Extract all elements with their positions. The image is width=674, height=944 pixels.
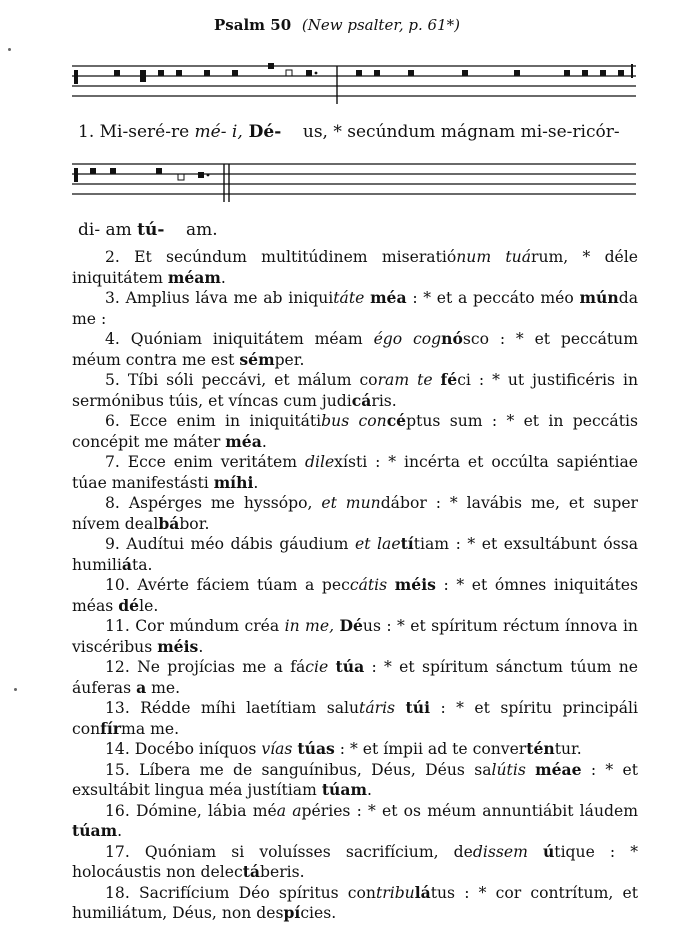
verse-segment: 16. Dómine, lábia mé [105,801,277,820]
verse-segment: bus con [321,412,387,430]
verse-segment: num tuá [456,248,531,266]
verse-segment: rum, * déle iniquitátem [72,248,638,287]
verse-segment: méae [535,759,582,779]
verse-segment: ris. [371,391,397,410]
chant-lyric-line-1 [78,122,620,142]
verse-segment: cátis [349,576,388,594]
verse-segment: 6. Ecce enim in iniquitáti [105,412,322,430]
do-clef-icon [74,70,78,84]
verse-16 [72,801,638,842]
lyric-segment: Mi-seré-re [94,122,195,142]
verse-segment: a [136,677,147,697]
verse-segment: péries : * et os méum annuntiábit láudem [301,801,638,820]
verse-segment: lútis [491,760,526,779]
verse-segment: 14. Docébo iníquos [105,740,262,758]
verse-segment: 5. Tíbi sóli peccávi, et málum co [105,371,378,389]
verse-segment: ptus sum : * et in peccátis concépit me máter [72,412,638,451]
verse-segment: cá [351,390,372,410]
verse-segment: ta. [131,555,153,574]
verse-segment: 12. Ne projícias me a fá [105,658,306,676]
scan-speck [14,688,17,691]
lyric-segment: am. [164,220,218,240]
verse-segment: cie [305,658,329,676]
verse-14 [72,739,638,760]
verse-segment: tén [526,739,555,758]
verse-8 [72,493,638,534]
lyric-segment: tú- [137,220,165,240]
verse-segment: dábor : * lavábis me, et super nívem deal [72,494,639,533]
verse-segment [433,371,441,389]
verse-segment: ú [542,841,555,861]
verse-segment: : * et ímpii ad te conver [334,740,527,758]
verse-segment: Dé [339,616,363,635]
verse-4 [72,329,638,370]
verse-segment: méis [394,575,436,594]
verse-17 [72,842,638,883]
verse-segment: méa [370,288,407,307]
verse-segment: 11. Cor múndum créa [105,617,285,635]
chant-lyric-line-2 [78,220,218,240]
verse-10 [72,575,638,616]
verse-2 [72,247,638,288]
lyric-segment: di- am [78,220,138,240]
verse-segment: sco : * et peccátum méum contra me est [72,330,638,369]
chant-staff-1 [72,60,636,100]
verse-segment: pí [283,903,301,922]
verse-segment: 7. Ecce enim veritátem [105,453,305,471]
verse-segment: : * et exsultábit lingua méa justítiam [72,760,638,799]
lyric-segment: mé- i, [194,122,243,142]
verse-7 [72,452,638,493]
verse-segment: : * et a peccáto méo [406,289,580,307]
psalm-verses [72,247,638,924]
verse-segment: égo cog [373,330,442,348]
verse-segment: tí [400,534,414,553]
verse-segment: túam [72,821,118,840]
verse-segment [395,699,405,717]
verse-segment: . [261,432,267,451]
verse-segment: da me : [72,289,638,328]
verse-segment: . [220,268,226,287]
verse-segment: túi [405,698,430,717]
verse-segment: nó [441,329,463,348]
verse-segment: 18. Sacrifícium Déo spíritus con [105,883,376,902]
verse-segment: xísti : * incérta et occúlta sapiéntiae túae manifestásti [72,453,639,492]
page-header [0,16,674,34]
verse-12 [72,657,638,698]
verse-segment: lá [414,882,431,902]
verse-13 [72,698,638,739]
verse-segment: 2. Et secúndum multitúdinem miseratió [105,248,457,266]
verse-segment: cé [386,411,407,430]
verse-segment: et lae [355,535,401,553]
staff-1-notation [72,60,636,104]
verse-segment: 13. Rédde míhi laetítiam salu [105,699,360,717]
verse-segment: túa [335,657,365,676]
verse-segment: túas [297,739,335,758]
do-clef-icon [74,168,78,182]
verse-segment: bá [158,513,180,533]
verse-segment [328,658,335,676]
verse-segment: táte [333,289,365,307]
verse-segment [528,843,543,861]
verse-segment: bor. [179,514,210,533]
verse-segment: . [253,473,259,492]
verse-segment: tá [242,862,260,881]
verse-3 [72,288,638,329]
verse-number: 1. [78,122,95,142]
verse-segment: 8. Aspérges me hyssópo, [105,494,322,512]
staff-2-notation [72,158,636,202]
verse-segment: méis [157,636,199,656]
verse-segment: . [117,822,123,840]
verse-segment: us : * et spíritum réctum ínnova in viscéribus [72,617,638,656]
psalter-reference: (New psalter, p. 61*) [301,16,460,34]
verse-segment: : * et spíritu principáli con [72,699,639,738]
verse-segment: méa [225,431,262,451]
verse-segment: mún [579,288,619,307]
verse-segment: 3. Amplius láva me ab iniqui [105,289,334,307]
verse-segment: dile [304,453,335,471]
verse-18 [72,883,638,924]
verse-11 [72,616,638,657]
verse-segment: in me, [284,617,335,635]
verse-segment: tribu [375,883,415,902]
verse-segment: et mun [321,494,381,512]
verse-segment [387,576,395,594]
verse-segment: le. [139,596,159,615]
verse-segment: a a [276,801,302,820]
verse-9 [72,534,638,575]
verse-segment: dé [118,595,140,615]
verse-segment: cies. [300,904,337,922]
verse-segment: dissem [472,842,528,861]
verse-segment: míhi [213,472,254,492]
verse-segment: sém [239,349,275,369]
lyric-segment: Dé- [242,122,282,142]
verse-5 [72,370,638,411]
verse-segment: tur. [554,740,582,758]
verse-segment: beris. [260,863,305,881]
verse-segment: 15. Líbera me de sanguínibus, Déus, Déus sa [105,760,492,779]
verse-segment: 9. Audítui méo dábis gáudium [105,535,355,553]
verse-segment: 17. Quóniam si voluísses sacrifícium, de [105,842,473,861]
verse-segment: ci : * ut justificéris in sermónibus túis, et víncas cum judi [72,371,639,410]
scan-speck [8,48,11,51]
verse-segment: tus : * cor contrítum, et humiliátum, Déus, non des [72,883,638,922]
verse-segment: táris [359,699,396,717]
verse-6 [72,411,638,452]
verse-segment: méam [167,267,221,287]
verse-segment: fír [100,718,122,738]
chant-staff-2 [72,158,636,198]
verse-segment: : * et ómnes iniquitátes méas [72,576,638,615]
verse-segment: vías [261,740,293,758]
verse-15 [72,760,638,801]
verse-segment: ma me. [121,719,180,738]
verse-segment: fé [440,370,458,389]
verse-segment: per. [274,350,305,369]
verse-segment: : * et spíritum sánctum túum ne áuferas [72,658,638,697]
verse-segment: 4. Quóniam iniquitátem méam [105,330,374,348]
verse-segment: tique : * holocáustis non delec [72,842,638,881]
verse-segment: tiam : * et exsultábunt óssa humili [72,535,638,574]
verse-segment: ram te [377,371,433,389]
verse-segment: . [198,637,204,656]
verse-segment: 10. Avérte fáciem túam a pec [105,576,350,594]
verse-segment: túam [321,780,367,799]
psalm-title: Psalm 50 [214,16,292,34]
verse-segment [526,761,535,779]
verse-segment: . [366,781,372,799]
verse-segment: me. [146,678,181,697]
lyric-segment: us, * secúndum mágnam mi-se-ricór- [281,122,620,142]
verse-segment: á [121,554,132,574]
